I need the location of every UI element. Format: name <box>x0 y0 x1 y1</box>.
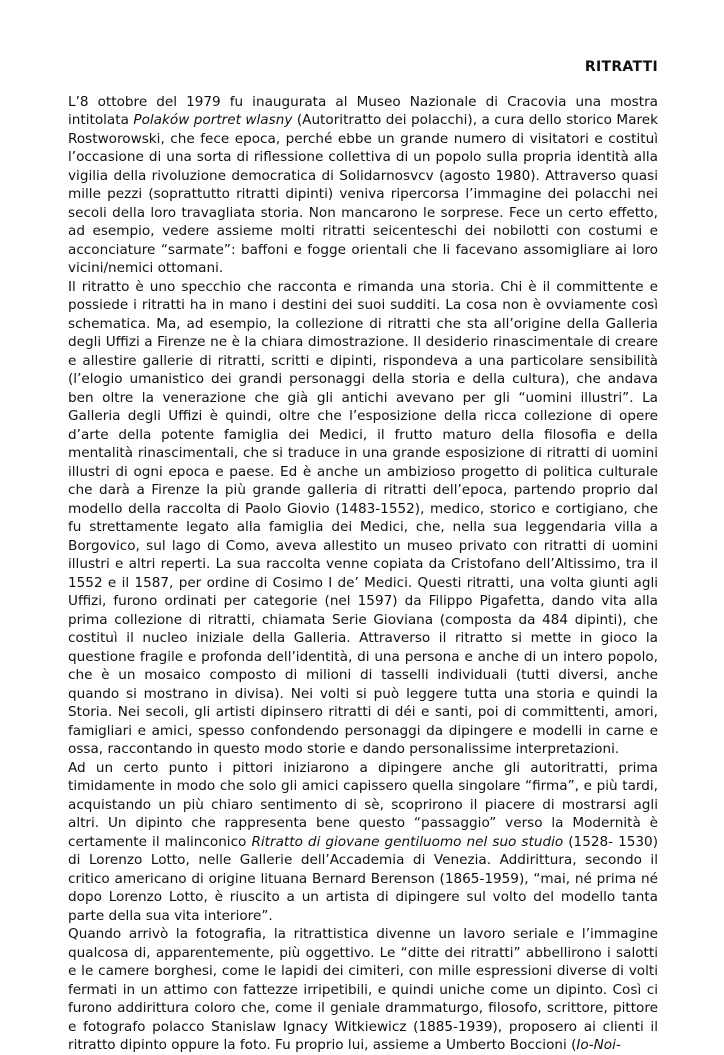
paragraph <box>68 925 658 1055</box>
italic-title-text: Polaków portret wlasny <box>133 112 293 128</box>
paragraph-text: (Autoritratto dei polacchi), a cura dello storico Marek Rostworowski, che fece epoca, perché ebbe un grande numero di visitatori e costituì l’occasione di una sorta di riflessione collettiva di un popolo sulla propria identità alla vigilia della rivoluzione democratica di Solidarnosvcv (agosto 1980). Attraverso quasi mille pezzi (soprattutto ritratti dipinti) veniva ripercorsa l’immagine dei polacchi nei secoli della loro travagliata storia. Non mancarono le sorprese. Fece un certo effetto, ad esempio, vedere assieme molti ritratti seicenteschi dei nobilotti con costumi e acconciature “sarmate”: baffoni e fogge orientali che li facevano assomigliare ai loro vicini/nemici ottomani. <box>68 112 659 276</box>
body-text <box>68 93 658 1055</box>
paragraph-text: Quando arrivò la fotografia, la ritrattistica divenne un lavoro seriale e l’immagine qualcosa di, apparentemente, più oggettivo. Le “ditte dei ritratti” abbellirono i salotti e le camere borghesi, come le lapidi dei cimiteri, con mille espressioni diverse di volti fermati in un attimo con fattezze irripetibili, e quindi uniche come un dipinto. Così ci furono addirittura coloro che, come il geniale drammaturgo, filosofo, scrittore, pittore e fotografo polacco Stanislaw Ignacy Witkiewicz (1885-1939), proposero ai clienti il ritratto dipinto oppure la foto. Fu proprio lui, assieme a Umberto Boccioni ( <box>68 926 658 1053</box>
paragraph-text: Il ritratto è uno specchio che racconta e rimanda una storia. Chi è il committente e possiede i ritratti ha in mano i destini dei suoi sudditi. La cosa non è ovviamente così schematica. Ma, ad esempio, la collezione di ritratti che sta all’origine della Galleria degli Uffizi a Firenze ne è la chiara dimostrazione. Il desiderio rinascimentale di creare e allestire gallerie di ritratti, scritti e dipinti, rispondeva a una particolare sensibilità (l’elogio umanistico dei grandi personaggi della storia e della cultura), che andava ben oltre la venerazione che già gli antichi avevano per gli “uomini illustri”. La Galleria degli Uffizi è quindi, oltre che l’esposizione della ricca collezione di opere d’arte della potente famiglia dei Medici, il frutto maturo della filosofia e della mentalità rinascimentali, che si traduce in una grande esposizione di ritratti di uomini illustri di ogni epoca e paese. Ed è anche un ambizioso progetto di politica culturale che darà a Firenze la più grande galleria di ritratti dell’epoca, partendo proprio dal modello della raccolta di Paolo Giovio (1483-1552), medico, storico e cortigiano, che fu strettamente legato alla famiglia dei Medici, che, nella sua leggendaria villa a Borgovico, sul lago di Como, aveva allestito un museo privato con ritratti di uomini illustri e altri reperti. La sua raccolta venne copiata da Cristofano dell’Altissimo, tra il 1552 e il 1587, per ordine di Cosimo I de’ Medici. Questi ritratti, una volta giunti agli Uffizi, furono ordinati per categorie (nel 1597) da Filippo Pigafetta, dando vita alla prima collezione di ritratti, chiamata Serie Gioviana (composta da 484 dipinti), che costituì il nucleo iniziale della Galleria. Attraverso il ritratto si mette in gioco la questione fragile e profonda dell’identità, di una persona e anche di un intero popolo, che è un mosaico composto di milioni di tasselli individuali (tutti diversi, anche quando si mostrano in divisa). Nei volti si può leggere tutta una storia e quindi la Storia. Nei secoli, gli artisti dipinsero ritratti di déi e santi, poi di committenti, amori, famigliari e amici, spesso confondendo personaggi da dipingere e modelli in carne e ossa, raccontando in questo modo storie e dando personalissime interpretazioni. <box>68 278 658 757</box>
paragraph <box>68 93 658 278</box>
paragraph-text: (1528- 1530) di Lorenzo Lotto, nelle Gallerie dell’Accademia di Venezia. Addirittura, secondo il critico americano di origine lituana Bernard Berenson (1865-1959), “mai, né prima né dopo Lorenzo Lotto, è riuscito a un artista di dipingere sul volto del modello tanta parte della sua vita interiore”. <box>68 833 658 924</box>
paragraph-text: L’8 ottobre del 1979 fu inaugurata al Museo Nazionale di Cracovia una mostra intitolata <box>68 93 658 128</box>
paragraph-text: Ad un certo punto i pittori iniziarono a dipingere anche gli autoritratti, prima timidamente in modo che solo gli amici capissero quella singolare “firma”, e più tardi, acquistando un più chiaro sentimento di sè, scoprirono il piacere di mostrarsi agli altri. Un dipinto che rappresenta bene questo “passaggio” verso la Modernità è certamente il malinconico <box>68 759 658 850</box>
paragraph <box>68 759 658 926</box>
italic-title-text: Ritratto di giovane gentiluomo nel suo studio <box>251 833 564 850</box>
document-page <box>68 58 658 1055</box>
italic-title-text: Io-Noi- <box>576 1037 621 1053</box>
page-title: RITRATTI <box>584 59 658 75</box>
paragraph <box>68 278 658 759</box>
